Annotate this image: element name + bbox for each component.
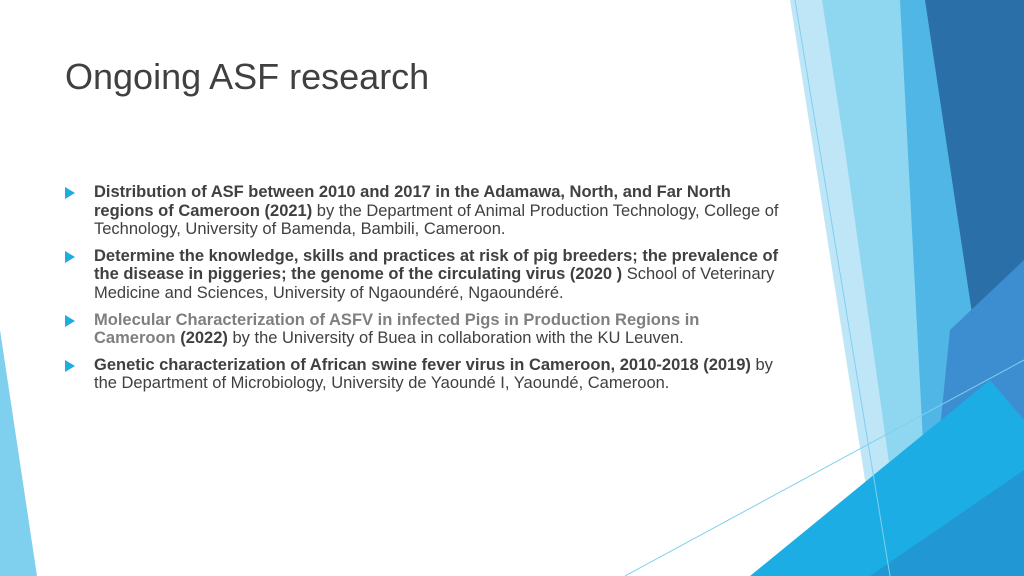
- bullet-heading: Molecular Characterization of ASFV in infected Pigs in Production Regions in Cameroon: [94, 310, 700, 348]
- left-edge-stripe: [0, 330, 37, 576]
- bullet-list: [65, 183, 785, 401]
- bullet-year: (2022): [175, 329, 228, 348]
- bullet-heading: Determine the knowledge, skills and practices at risk of pig breeders; the prevalence of the disease in piggeries; the genome of the circulating virus (2020 ): [94, 246, 779, 284]
- bullet-item: [65, 311, 785, 348]
- bullet-heading: Genetic characterization of African swine fever virus in Cameroon, 2010-2018 (2019): [94, 355, 751, 374]
- slide-title: Ongoing ASF research: [65, 56, 430, 97]
- bullet-detail: by the University of Buea in collaboration with the KU Leuven.: [227, 329, 684, 348]
- bullet-item: [65, 356, 785, 393]
- bullet-detail: by the Department of Animal Production Technology, College of Technology, University of Bamenda, Bambili, Cameroon.: [94, 201, 779, 239]
- bullet-item: [65, 247, 785, 303]
- triangle-bullet-icon: [65, 187, 75, 199]
- bullet-detail: School of Veterinary Medicine and Sciences, University of Ngaoundéré, Ngaoundéré.: [94, 265, 775, 302]
- triangle-bullet-icon: [65, 360, 75, 372]
- bullet-heading: Distribution of ASF between 2010 and 2017 in the Adamawa, North, and Far North regions of Cameroon (2021): [94, 183, 731, 220]
- triangle-bullet-icon: [65, 251, 75, 263]
- bullet-detail: by the Department of Microbiology, University de Yaoundé I, Yaoundé, Cameroon.: [94, 355, 773, 393]
- triangle-bullet-icon: [65, 315, 75, 327]
- bullet-item: [65, 183, 785, 239]
